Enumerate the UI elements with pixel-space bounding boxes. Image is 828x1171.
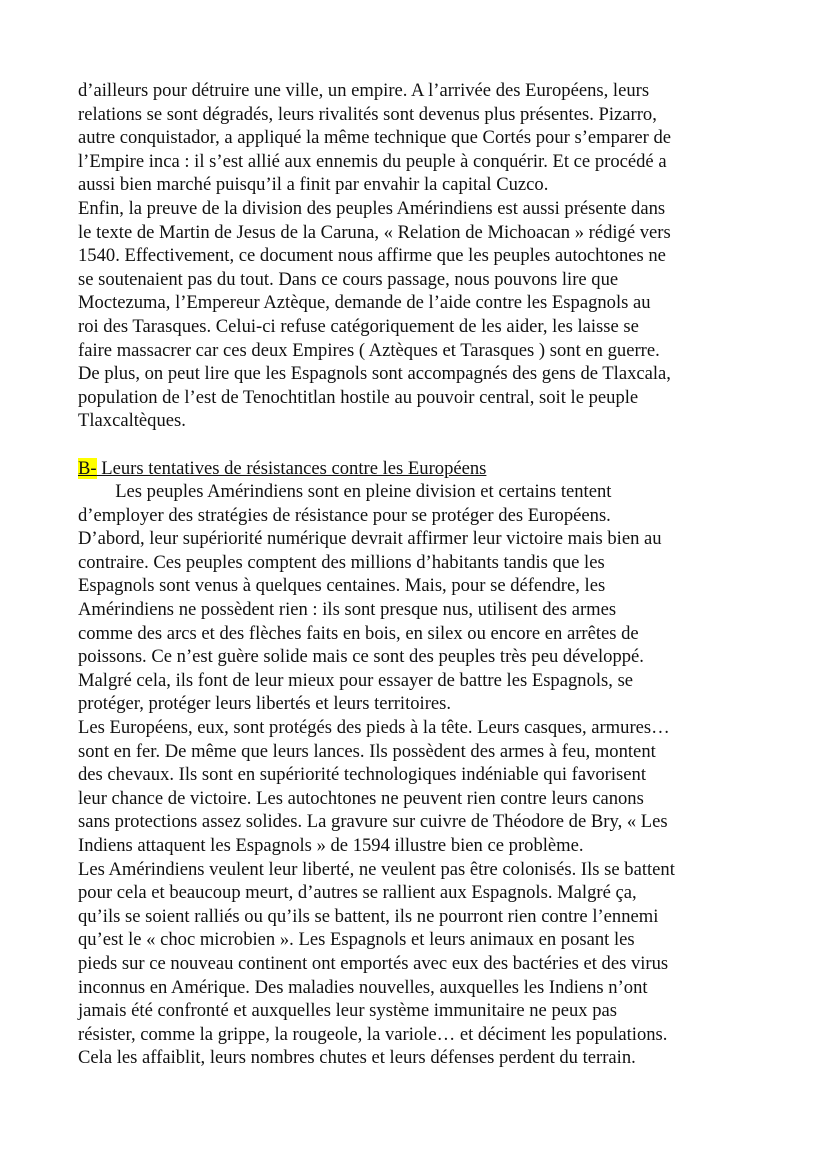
paragraph-spacer [78, 433, 758, 457]
text-line: relations se sont dégradés, leurs rivalités sont devenus plus présentes. Pizarro, [78, 103, 657, 125]
text-line: population de l’est de Tenochtitlan hostile au pouvoir central, soit le peuple [78, 386, 639, 408]
text-line: Les Européens, eux, sont protégés des pieds à la tête. Leurs casques, armures… [78, 717, 670, 739]
document-page [78, 79, 758, 1070]
text-line: sont en fer. De même que leurs lances. Ils possèdent des armes à feu, montent [78, 740, 656, 762]
text-line: Espagnols sont venus à quelques centaines. Mais, pour se défendre, les [78, 575, 606, 597]
text-line: Indiens attaquent les Espagnols » de 1594 illustre bien ce problème. [78, 835, 584, 856]
text-line: des chevaux. Ils sont en supériorité technologiques indéniable qui favorisent [78, 764, 646, 786]
text-line: qu’ils se soient ralliés ou qu’ils se battent, ils ne pourront rien contre l’ennemi [78, 905, 659, 927]
paragraph-european-equipment [78, 716, 758, 858]
text-line: leur chance de victoire. Les autochtones ne peuvent rien contre leurs canons [78, 787, 644, 809]
text-line: protéger, protéger leurs libertés et leurs territoires. [78, 693, 452, 715]
text-line: pieds sur ce nouveau continent ont emportés avec eux des bactéries et des virus [78, 952, 669, 974]
text-line: se soutenaient pas du tout. Dans ce cours passage, nous pouvons lire que [78, 268, 619, 290]
text-line: autre conquistador, a appliqué la même technique que Cortés pour s’emparer de [78, 127, 672, 149]
text-line: comme des arcs et des flèches faits en bois, en silex ou encore en arrêtes de [78, 622, 639, 644]
text-line: De plus, on peut lire que les Espagnols sont accompagnés des gens de Tlaxcala, [78, 363, 671, 385]
section-title: Leurs tentatives de résistances contre les Européens [96, 457, 487, 479]
text-line: sans protections assez solides. La gravure sur cuivre de Théodore de Bry, « Les [78, 811, 668, 833]
text-line: pour cela et beaucoup meurt, d’autres se rallient aux Espagnols. Malgré ça, [78, 882, 637, 904]
text-line: faire massacrer car ces deux Empires ( Aztèques et Tarasques ) sont en guerre. [78, 339, 660, 361]
text-line: qu’est le « choc microbien ». Les Espagnols et leurs animaux en posant les [78, 929, 635, 951]
text-line: d’ailleurs pour détruire une ville, un empire. A l’arrivée des Européens, leurs [78, 80, 650, 101]
text-line: Enfin, la preuve de la division des peuples Amérindiens est aussi présente dans [78, 197, 666, 219]
text-line: D’abord, leur supériorité numérique devrait affirmer leur victoire mais bien au [78, 528, 662, 550]
text-line: Tlaxcaltèques. [78, 410, 186, 432]
text-line: aussi bien marché puisqu’il a finit par envahir la capital Cuzco. [78, 174, 549, 196]
text-line: résister, comme la grippe, la rougeole, la variole… et déciment les populations. [78, 1023, 668, 1045]
paragraph-conquest-alliances [78, 79, 758, 197]
paragraph-microbial-shock [78, 858, 758, 1070]
text-line: Les Amérindiens veulent leur liberté, ne veulent pas être colonisés. Ils se battent [78, 858, 675, 880]
text-line: Malgré cela, ils font de leur mieux pour essayer de battre les Espagnols, se [78, 669, 634, 691]
text-line: Moctezuma, l’Empereur Aztèque, demande de l’aide contre les Espagnols au [78, 292, 651, 314]
text-line: Cela les affaiblit, leurs nombres chutes et leurs défenses perdent du terrain. [78, 1047, 636, 1069]
text-line: Les peuples Amérindiens sont en pleine division et certains tentent [78, 481, 612, 503]
text-line: poissons. Ce n’est guère solide mais ce sont des peuples très peu développé. [78, 646, 644, 668]
paragraph-resistance-intro [78, 480, 758, 716]
text-line: d’employer des stratégies de résistance pour se protéger des Européens. [78, 504, 611, 526]
text-line: jamais été confronté et auxquelles leur système immunitaire ne peux pas [78, 1000, 618, 1022]
text-line: 1540. Effectivement, ce document nous affirme que les peuples autochtones ne [78, 245, 666, 267]
section-marker: B- [78, 457, 97, 479]
paragraph-division-proof [78, 197, 758, 433]
text-line: Amérindiens ne possèdent rien : ils sont presque nus, utilisent des armes [78, 599, 617, 621]
text-line: contraire. Ces peuples comptent des millions d’habitants tandis que les [78, 551, 605, 573]
text-line: inconnus en Amérique. Des maladies nouvelles, auxquelles les Indiens n’ont [78, 976, 648, 998]
section-heading [78, 457, 758, 481]
text-line: l’Empire inca : il s’est allié aux ennemis du peuple à conquérir. Et ce procédé a [78, 150, 667, 172]
text-line: roi des Tarasques. Celui-ci refuse catégoriquement de les aider, les laisse se [78, 315, 639, 337]
text-line: le texte de Martin de Jesus de la Caruna, « Relation de Michoacan » rédigé vers [78, 221, 671, 243]
